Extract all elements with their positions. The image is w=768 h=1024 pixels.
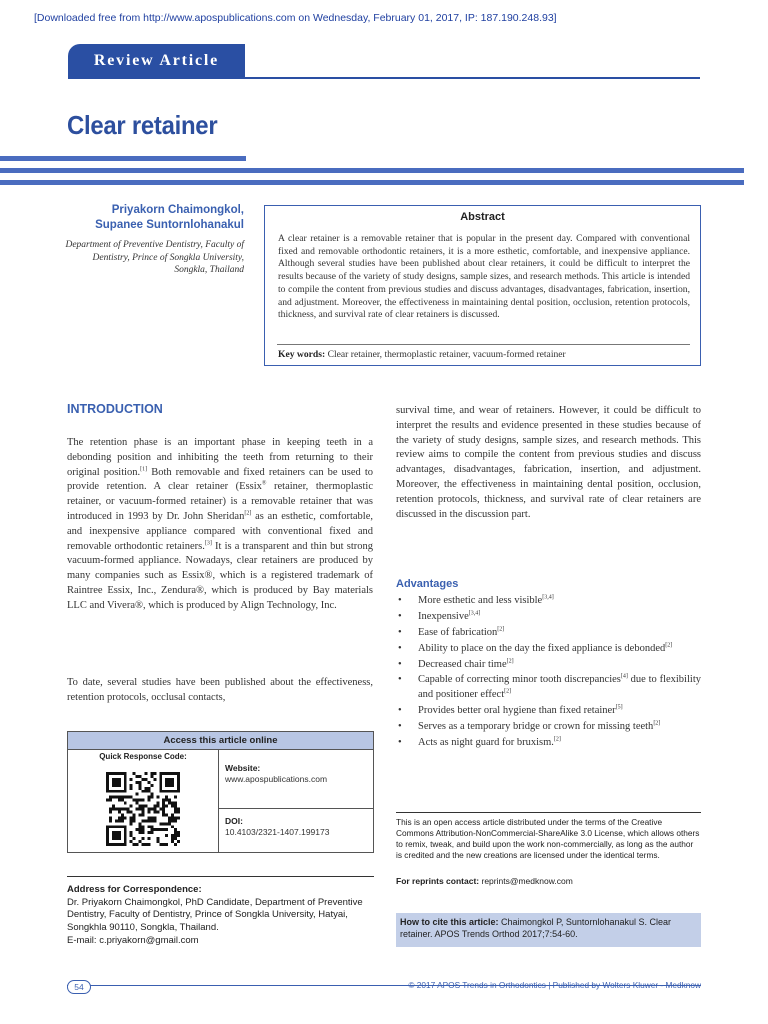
correspondence-rule bbox=[67, 876, 374, 877]
citation: [1] bbox=[140, 466, 148, 473]
author-2: Supanee Suntornlohanakul bbox=[95, 218, 244, 231]
website-link[interactable]: www.apospublications.com bbox=[225, 774, 328, 784]
qr-label: Quick Response Code: bbox=[99, 752, 187, 761]
introduction-heading: INTRODUCTION bbox=[67, 402, 163, 416]
authors bbox=[60, 203, 244, 232]
reprints-contact bbox=[396, 876, 573, 886]
author-1: Priyakorn Chaimongkol, bbox=[111, 204, 244, 216]
reprints-email[interactable]: reprints@medknow.com bbox=[481, 876, 573, 886]
item-text: Inexpensive bbox=[418, 610, 469, 622]
intro-paragraph-3: survival time, and wear of retainers. However, it could be difficult to interpret the results and evidence presented in these studies because of the variety of study designs, sample sizes, and research methods. This review aims to compile the content from previous studies and discuss advantages, disadvantages, fabrication, insertion, and adjustment. Moreover, the effectiveness in maintaining dental position, occlusion, retention protocols, thickness, and survival rate of clear retainers are discussed in the discussion part. bbox=[396, 405, 701, 520]
text: retainer, thermoplastic retainer, or vacuum-formed retainer) is a removable retainer that was introduced in 1993 by Dr. John Sheridan bbox=[67, 481, 373, 522]
citation: [3,4] bbox=[468, 610, 481, 617]
keywords-text: Clear retainer, thermoplastic retainer, vacuum-formed retainer bbox=[327, 349, 566, 360]
section-tab: Review Article bbox=[68, 44, 245, 78]
advantages-list bbox=[396, 594, 701, 752]
item-text: Provides better oral hygiene than fixed retainer bbox=[418, 705, 616, 717]
doi-label: DOI: bbox=[225, 816, 243, 826]
decor-stripe bbox=[0, 156, 246, 161]
item-text: Acts as night guard for bruxism. bbox=[418, 736, 554, 748]
abstract-divider bbox=[277, 344, 690, 345]
doi-value[interactable]: 10.4103/2321-1407.199173 bbox=[225, 827, 330, 837]
citation: [2] bbox=[244, 510, 252, 517]
website-label: Website: bbox=[225, 763, 261, 773]
advantages-heading: Advantages bbox=[396, 578, 459, 590]
divider bbox=[218, 808, 374, 809]
item-text: More esthetic and less visible bbox=[418, 595, 543, 606]
qr-code-icon[interactable] bbox=[106, 772, 180, 846]
list-item bbox=[396, 642, 701, 657]
download-banner: [Downloaded free from http://www.apospublications.com on Wednesday, February 01, 2017, IP: 187.190.248.93] bbox=[34, 12, 557, 24]
article-title: Clear retainer bbox=[67, 110, 218, 140]
correspondence-email[interactable]: E-mail: c.priyakorn@gmail.com bbox=[67, 934, 199, 946]
citation: [2] bbox=[504, 688, 512, 695]
correspondence-label: Address for Correspondence: bbox=[67, 884, 202, 895]
citation: [3] bbox=[204, 540, 212, 547]
correspondence-text: Dr. Priyakorn Chaimongkol, PhD Candidate, Department of Preventive Dentistry, Faculty of Dentistry, Prince of Songkla University, Hatyai, Songkhla 90110, Songkla, Thailand. bbox=[67, 896, 363, 934]
abstract-box bbox=[264, 205, 701, 366]
citation: [2] bbox=[497, 626, 505, 633]
list-item bbox=[396, 736, 701, 751]
list-item bbox=[396, 720, 701, 735]
text: It is a transparent and thin but strong vacuum-formed appliance. Nowadays, clear retainers are produced by many companies such as Essix®, which is a registered trademark of Raintree Essix, Inc., Zendura®, which is produced by Bay materials LLC and Vivera®, which is produced by Align Technology, Inc. bbox=[67, 540, 374, 611]
access-article-box bbox=[67, 731, 374, 853]
cite-label: How to cite this article: bbox=[400, 917, 499, 927]
citation: [2] bbox=[653, 720, 661, 727]
item-text: Decreased chair time bbox=[418, 658, 507, 670]
list-item bbox=[396, 610, 701, 625]
divider bbox=[218, 750, 219, 853]
registered-mark: ® bbox=[261, 480, 267, 487]
cite-text: Chaimongkol P, Suntornlohanakul S. Clear retainer. APOS Trends Orthod 2017;7:54-60. bbox=[400, 917, 671, 940]
header-rule bbox=[68, 77, 700, 79]
correspondence bbox=[67, 884, 374, 948]
license-text: This is an open access article distributed under the terms of the Creative Commons Attribution-NonCommercial-ShareAlike 3.0 License, which allows others to remix, tweak, and build upon the work non-commercially, as long as the author is credited and the new creations are licensed under the identical terms. bbox=[396, 817, 700, 860]
text: Both removable and fixed retainers can be used to provide retention. A clear retainer (Essix bbox=[67, 466, 374, 493]
list-item bbox=[396, 673, 701, 702]
list-item bbox=[396, 704, 701, 719]
cite-box bbox=[396, 913, 701, 947]
decor-stripe bbox=[0, 168, 744, 173]
citation: [5] bbox=[615, 704, 623, 711]
license-rule bbox=[396, 812, 701, 813]
access-heading: Access this article online bbox=[68, 732, 373, 750]
keywords bbox=[278, 349, 566, 360]
affiliation: Department of Preventive Dentistry, Faculty of Dentistry, Prince of Songkla University, Songkla, Thailand bbox=[65, 240, 244, 276]
item-text: Serves as a temporary bridge or crown for missing teeth bbox=[418, 720, 654, 732]
item-text: due to flexibility and positioner effect bbox=[418, 674, 701, 701]
decor-stripe bbox=[0, 180, 744, 185]
list-item bbox=[396, 658, 701, 673]
item-text: Ease of fabrication bbox=[418, 626, 498, 638]
page-number: 54 bbox=[67, 980, 91, 994]
reprints-label: For reprints contact: bbox=[396, 876, 480, 886]
keywords-label: Key words: bbox=[278, 349, 326, 360]
citation: [4] bbox=[620, 673, 628, 680]
citation: [2] bbox=[665, 642, 673, 649]
citation: [3,4] bbox=[542, 594, 554, 601]
item-text: Capable of correcting minor tooth discrepancies bbox=[418, 674, 621, 686]
intro-paragraph-1 bbox=[67, 436, 373, 614]
abstract-body: A clear retainer is a removable retainer that is popular in the present day. Compared with conventional fixed and removable orthodontic retainers, it is a more esthetic, comfortable, and inexpensive appliance. Although several studies have been published about clear retainers, it could be difficult to interpret the results because of the variety of study designs, sample sizes, and research methods. This article is intended to compile the content from previous studies and discuss advantages, disadvantages, fabrication, insertion, and adjustment. Moreover, the effectiveness in maintaining dental position, occlusion, retention protocols, thickness, and survival rate of clear retainers is discussed. bbox=[278, 233, 690, 321]
list-item bbox=[396, 626, 701, 641]
list-item bbox=[396, 594, 701, 609]
item-text: Ability to place on the day the fixed appliance is debonded bbox=[418, 642, 666, 654]
footer-text: © 2017 APOS Trends in Orthodontics | Published by Wolters Kluwer - Medknow bbox=[408, 980, 701, 990]
text: The retention phase is an important phase in keeping teeth in a debonding position and inhibiting the teeth from returning to their original position. bbox=[67, 437, 373, 478]
abstract-heading: Abstract bbox=[460, 211, 505, 223]
citation: [2] bbox=[553, 736, 561, 743]
citation: [2] bbox=[506, 658, 514, 665]
intro-paragraph-2: To date, several studies have been published about the effectiveness, retention protocols, occlusal contacts, bbox=[67, 677, 373, 703]
text: as an esthetic, comfortable, and inexpensive appliance compared with conventional fixed and removable orthodontic retainers. bbox=[67, 510, 374, 552]
